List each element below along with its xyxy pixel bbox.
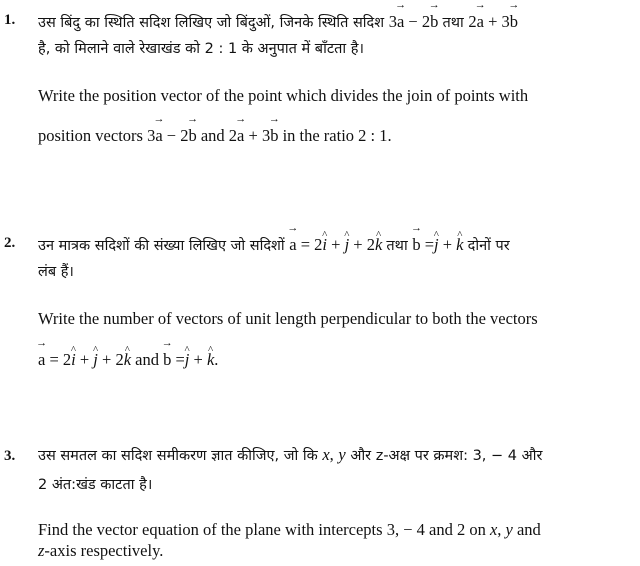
- q3-hindi-line-2: 2 अंत:खंड काटता है।: [38, 477, 153, 493]
- q2-vector-b: → b =^ j + ^ k: [412, 235, 467, 254]
- q1-vector-expr-1: 3→ a − 2→ b: [389, 12, 443, 31]
- q3-english-line-2: z-axis respectively.: [38, 541, 164, 560]
- q1-hindi-line-1: [38, 10, 630, 33]
- q1-vector-expr-2: 2→ a + 3→ b: [468, 12, 518, 31]
- q2-hindi-line-2: लंब हैं।: [38, 264, 74, 280]
- q1-hindi-text-b: तथा: [442, 15, 464, 31]
- q1-english-line-2: position vectors 3→ a − 2→ b and 2→ a + 3→ b in the ratio 2 : 1.: [38, 124, 630, 146]
- q2-vector-a: → a = 2^ i + ^ j + 2^ k: [289, 235, 386, 254]
- question-number: 3.: [4, 448, 16, 464]
- question-number: 2.: [4, 235, 16, 251]
- q2-english-line-1: Write the number of vectors of unit length perpendicular to both the vectors: [38, 309, 538, 328]
- q3-hindi-line-1: उस समतल का सदिश समीकरण ज्ञात कीजिए, जो कि x, y और z-अक्ष पर क्रमश: 3, − 4 और: [38, 445, 543, 464]
- q2-english-line-2: → a = 2^ i + ^ j + 2^ k and → b =^ j + ^ k.: [38, 348, 630, 370]
- q3-english-line-1: Find the vector equation of the plane with intercepts 3, − 4 and 2 on x, y and: [38, 520, 541, 539]
- q2-hindi-line-1: उन मात्रक सदिशों की संख्या लिखिए जो सदिशों → a = 2^ i + ^ j + 2^ k तथा → b =^ j + ^ k दोनों पर: [38, 233, 630, 256]
- q1-hindi-line-2: है, को मिलाने वाले रेखाखंड को 2 : 1 के अनुपात में बाँटता है।: [38, 41, 364, 57]
- q1-english-line-1: Write the position vector of the point which divides the join of points with: [38, 86, 529, 105]
- question-number: 1.: [4, 12, 16, 28]
- q1-hindi-text-a: उस बिंदु का स्थिति सदिश लिखिए जो बिंदुओं, जिनके स्थिति सदिश: [38, 15, 385, 31]
